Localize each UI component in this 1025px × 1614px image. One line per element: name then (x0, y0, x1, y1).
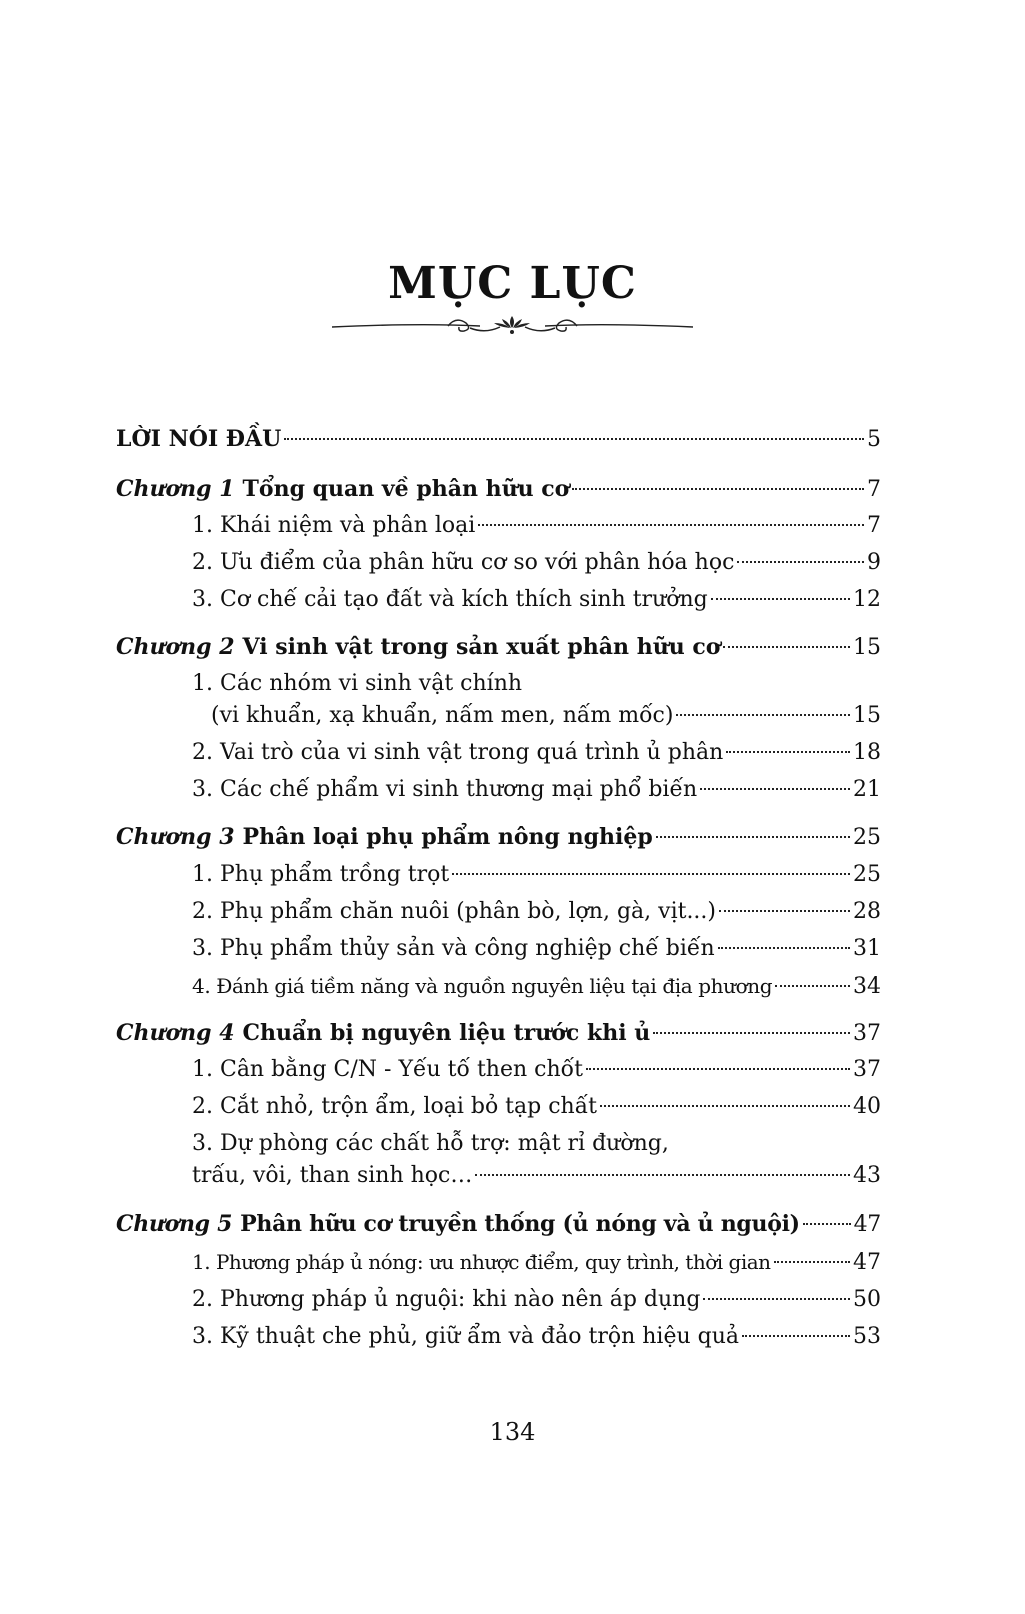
dot-leader (676, 714, 850, 716)
toc-chapter-3[interactable] (116, 821, 881, 853)
chapter-label: Chương 5 (116, 1211, 233, 1237)
dot-leader (803, 1223, 851, 1225)
toc-item-text-cont: (vi khuẩn, xạ khuẩn, nấm men, nấm mốc) (211, 703, 674, 728)
page-ref: 40 (853, 1094, 881, 1119)
page-ref: 7 (867, 477, 881, 502)
toc-item-text: 2. Cắt nhỏ, trộn ẩm, loại bỏ tạp chất (192, 1094, 598, 1119)
toc-preface[interactable] (116, 423, 881, 455)
chapter-title: Phân loại phụ phẩm nông nghiệp (242, 824, 653, 850)
dot-leader (475, 1174, 850, 1176)
chapter-title: Vi sinh vật trong sản xuất phân hữu cơ (242, 634, 721, 660)
chapter-title: Tổng quan về phân hữu cơ (242, 476, 570, 502)
toc-item-text-cont: trấu, vôi, than sinh học… (192, 1163, 473, 1188)
page-ref: 21 (853, 777, 881, 802)
dot-leader (452, 873, 850, 875)
toc-chapter-4[interactable] (116, 1017, 881, 1049)
title-ornament (330, 310, 695, 340)
toc-item[interactable] (192, 774, 881, 806)
dot-leader (284, 438, 864, 440)
page-ref: 43 (853, 1163, 881, 1188)
toc-item-text: 3. Kỹ thuật che phủ, giữ ẩm và đảo trộn hiệu quả (192, 1324, 739, 1349)
toc-item-text: 1. Phụ phẩm trồng trọt (192, 862, 450, 887)
page-ref: 12 (853, 587, 881, 612)
page-ref: 5 (867, 427, 881, 452)
toc-item-text: 2. Phụ phẩm chăn nuôi (phân bò, lợn, gà, vịt...) (192, 899, 717, 924)
dot-leader (586, 1068, 850, 1070)
chapter-label: Chương 1 (116, 476, 235, 502)
toc-item-text: 3. Phụ phẩm thủy sản và công nghiệp chế biến (192, 936, 715, 961)
dot-leader (742, 1335, 850, 1337)
toc-item-text: 4. Đánh giá tiềm năng và nguồn nguyên liệu tại địa phương (192, 974, 773, 998)
toc-chapter-5[interactable] (116, 1208, 881, 1240)
chapter-label: Chương 2 (116, 634, 235, 660)
dot-leader (711, 598, 850, 600)
page-ref: 53 (853, 1324, 881, 1349)
toc-item-text: 3. Cơ chế cải tạo đất và kích thích sinh trưởng (192, 587, 708, 612)
dot-leader (723, 646, 850, 648)
toc-item-text[interactable]: 3. Dự phòng các chất hỗ trợ: mật rỉ đường, (192, 1131, 669, 1156)
toc-item[interactable] (192, 1284, 881, 1316)
dot-leader (478, 524, 864, 526)
toc-item[interactable] (192, 1054, 881, 1086)
page-ref: 15 (853, 635, 881, 660)
toc-item-text: 2. Vai trò của vi sinh vật trong quá trình ủ phân (192, 740, 724, 765)
toc-item[interactable] (192, 1321, 881, 1353)
dot-leader (653, 1032, 850, 1034)
toc-item[interactable] (211, 700, 881, 732)
dot-leader (774, 1261, 850, 1263)
dot-leader (700, 788, 850, 790)
dot-leader (703, 1298, 850, 1300)
chapter-label: Chương 3 (116, 824, 235, 850)
toc-item[interactable] (192, 547, 881, 579)
toc-item[interactable] (192, 933, 881, 965)
page-ref: 34 (853, 974, 881, 999)
dot-leader (718, 947, 850, 949)
toc-item-text: 1. Phương pháp ủ nóng: ưu nhược điểm, quy trình, thời gian (192, 1250, 771, 1274)
toc-item[interactable] (192, 584, 881, 616)
page-ref: 25 (853, 825, 881, 850)
toc-item[interactable] (192, 1091, 881, 1123)
toc-item-text: 1. Cân bằng C/N - Yếu tố then chốt (192, 1057, 583, 1082)
page-ref: 37 (853, 1057, 881, 1082)
toc-item-text: 1. Khái niệm và phân loại (192, 513, 476, 538)
dot-leader (572, 488, 864, 490)
page-ref: 47 (853, 1250, 881, 1275)
toc-item-text: 2. Phương pháp ủ nguội: khi nào nên áp dụng (192, 1287, 701, 1312)
page-ref: 18 (853, 740, 881, 765)
toc-item[interactable] (192, 737, 881, 769)
dot-leader (656, 836, 850, 838)
toc-item[interactable] (192, 510, 881, 542)
toc-item[interactable] (192, 896, 881, 928)
toc-chapter-1[interactable] (116, 473, 881, 505)
chapter-label: Chương 4 (116, 1020, 235, 1046)
chapter-title: Phân hữu cơ truyền thống (ủ nóng và ủ nguội) (240, 1211, 800, 1237)
toc-chapter-2[interactable] (116, 631, 881, 663)
page-title: MỤC LỤC (388, 258, 637, 309)
toc-item-text: 3. Các chế phẩm vi sinh thương mại phổ biến (192, 777, 698, 802)
dot-leader (737, 561, 864, 563)
dot-leader (719, 910, 850, 912)
page-ref: 15 (853, 703, 881, 728)
toc-item-text: 2. Ưu điểm của phân hữu cơ so với phân hóa học (192, 550, 735, 575)
page-ref: 9 (867, 550, 881, 575)
page-ref: 28 (853, 899, 881, 924)
chapter-title: Chuẩn bị nguyên liệu trước khi ủ (242, 1020, 651, 1046)
page-number: 134 (489, 1418, 536, 1446)
page-ref: 25 (853, 862, 881, 887)
toc-item[interactable] (192, 1246, 881, 1278)
toc-item-text[interactable]: 1. Các nhóm vi sinh vật chính (192, 671, 523, 696)
page-ref: 50 (853, 1287, 881, 1312)
toc-item[interactable] (192, 1160, 881, 1192)
dot-leader (600, 1105, 850, 1107)
page-ref: 37 (853, 1021, 881, 1046)
toc-preface-label: LỜI NÓI ĐẦU (116, 426, 282, 452)
page-ref: 47 (853, 1212, 881, 1237)
toc-item[interactable] (192, 970, 881, 1002)
page-ref: 31 (853, 936, 881, 961)
page-ref: 7 (867, 513, 881, 538)
dot-leader (726, 751, 850, 753)
dot-leader (775, 985, 850, 987)
toc-item[interactable] (192, 859, 881, 891)
